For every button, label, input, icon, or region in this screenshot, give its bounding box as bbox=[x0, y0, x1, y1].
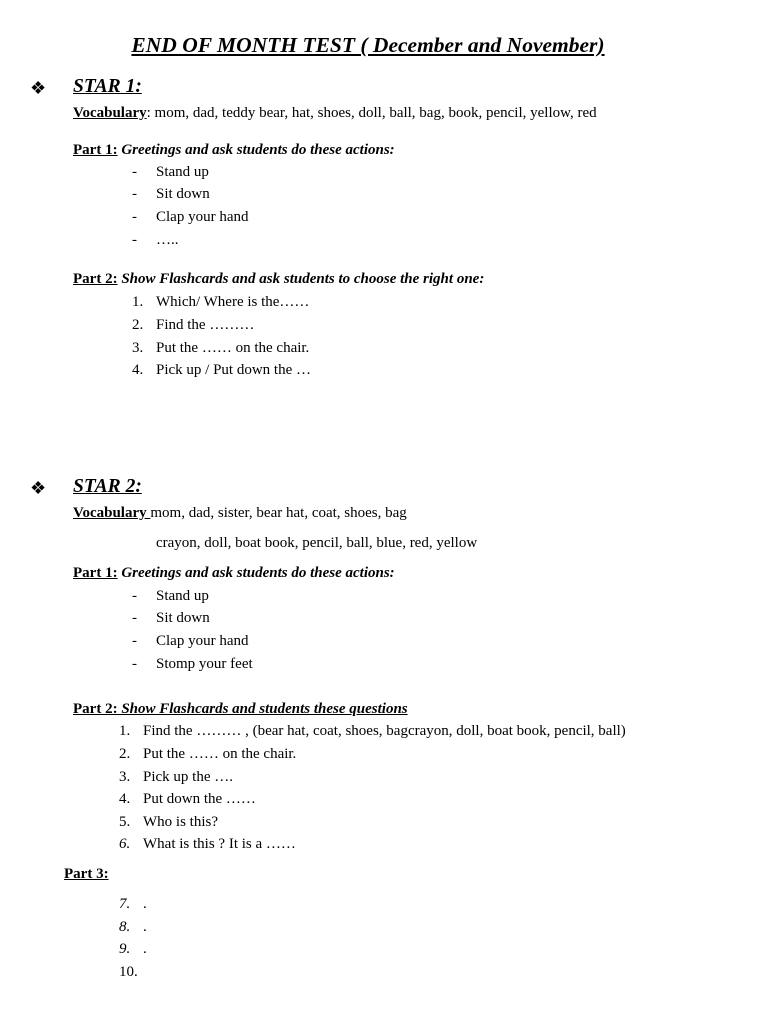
list-number: 2. bbox=[132, 317, 144, 333]
list-number: 1. bbox=[132, 294, 144, 310]
list-dash: - bbox=[132, 209, 137, 225]
list-dash: - bbox=[132, 633, 137, 649]
star1-part1-heading bbox=[73, 142, 395, 159]
list-item: Put the …… on the chair. bbox=[156, 340, 310, 356]
star1-part2-heading bbox=[73, 271, 484, 288]
list-number: 6. bbox=[119, 836, 131, 852]
list-number: 4. bbox=[132, 362, 144, 378]
list-item: Clap your hand bbox=[156, 209, 249, 225]
list-number: 2. bbox=[119, 746, 131, 762]
star2-part3-heading: Part 3: bbox=[64, 866, 109, 882]
vocabulary-text: : mom, dad, teddy bear, hat, shoes, doll, ball, bag, book, pencil, yellow, red bbox=[146, 105, 597, 121]
list-item: What is this ? It is a …… bbox=[143, 836, 296, 852]
part-label: Part 2: bbox=[73, 701, 118, 717]
list-item: . bbox=[143, 919, 147, 935]
list-item: . bbox=[143, 941, 147, 957]
list-item: Find the ……… , (bear hat, coat, shoes, bagcrayon, doll, boat book, pencil, ball) bbox=[143, 723, 626, 739]
list-number: 10. bbox=[119, 964, 138, 980]
vocabulary-text-continued: crayon, doll, boat book, pencil, ball, blue, red, yellow bbox=[156, 535, 478, 551]
list-number: 4. bbox=[119, 791, 131, 807]
list-number: 1. bbox=[119, 723, 131, 739]
list-item: Stomp your feet bbox=[156, 656, 253, 672]
list-item: Pick up / Put down the … bbox=[156, 362, 312, 378]
list-item: Stand up bbox=[156, 164, 209, 180]
list-number: 8. bbox=[119, 919, 131, 935]
list-item: Find the ……… bbox=[156, 317, 255, 333]
list-item: Who is this? bbox=[143, 814, 218, 830]
list-item: Stand up bbox=[156, 588, 209, 604]
part-instruction: Greetings and ask students do these actions: bbox=[117, 142, 395, 158]
list-number: 5. bbox=[119, 814, 131, 830]
list-item: Sit down bbox=[156, 610, 210, 626]
part-instruction: Show Flashcards and ask students to choose the right one: bbox=[117, 271, 485, 287]
part-label: Part 2: bbox=[73, 271, 118, 287]
list-dash: - bbox=[132, 588, 137, 604]
vocabulary-label: Vocabulary bbox=[73, 105, 147, 121]
diamond-bullet-icon: ❖ bbox=[30, 78, 47, 98]
part-instruction: Show Flashcards and students these questions bbox=[117, 701, 408, 717]
list-dash: - bbox=[132, 610, 137, 626]
star2-part1-heading bbox=[73, 565, 395, 582]
list-item: . bbox=[143, 896, 147, 912]
star1-heading: STAR 1: bbox=[73, 76, 142, 97]
list-dash: - bbox=[132, 656, 137, 672]
star2-vocabulary bbox=[73, 505, 407, 522]
list-item: Put the …… on the chair. bbox=[143, 746, 297, 762]
part-instruction: Greetings and ask students do these actions: bbox=[117, 565, 395, 581]
list-number: 3. bbox=[132, 340, 144, 356]
vocabulary-text: mom, dad, sister, bear hat, coat, shoes, bag bbox=[150, 505, 407, 521]
list-dash: - bbox=[132, 164, 137, 180]
star2-heading: STAR 2: bbox=[73, 476, 142, 497]
star1-vocabulary bbox=[73, 105, 597, 122]
page-title: END OF MONTH TEST ( December and November) bbox=[131, 33, 605, 57]
part-label: Part 1: bbox=[73, 142, 118, 158]
list-item: Put down the …… bbox=[143, 791, 256, 807]
list-dash: - bbox=[132, 186, 137, 202]
star2-part2-heading bbox=[73, 701, 408, 718]
part-label: Part 1: bbox=[73, 565, 118, 581]
list-item: Which/ Where is the…… bbox=[156, 294, 310, 310]
vocabulary-label: Vocabulary bbox=[73, 505, 151, 521]
list-dash: - bbox=[132, 232, 137, 248]
list-item: Pick up the …. bbox=[143, 769, 233, 785]
list-number: 9. bbox=[119, 941, 131, 957]
list-number: 3. bbox=[119, 769, 131, 785]
list-item: Clap your hand bbox=[156, 633, 249, 649]
diamond-bullet-icon: ❖ bbox=[30, 478, 47, 498]
list-item: Sit down bbox=[156, 186, 210, 202]
list-item: ….. bbox=[156, 232, 179, 248]
list-number: 7. bbox=[119, 896, 131, 912]
